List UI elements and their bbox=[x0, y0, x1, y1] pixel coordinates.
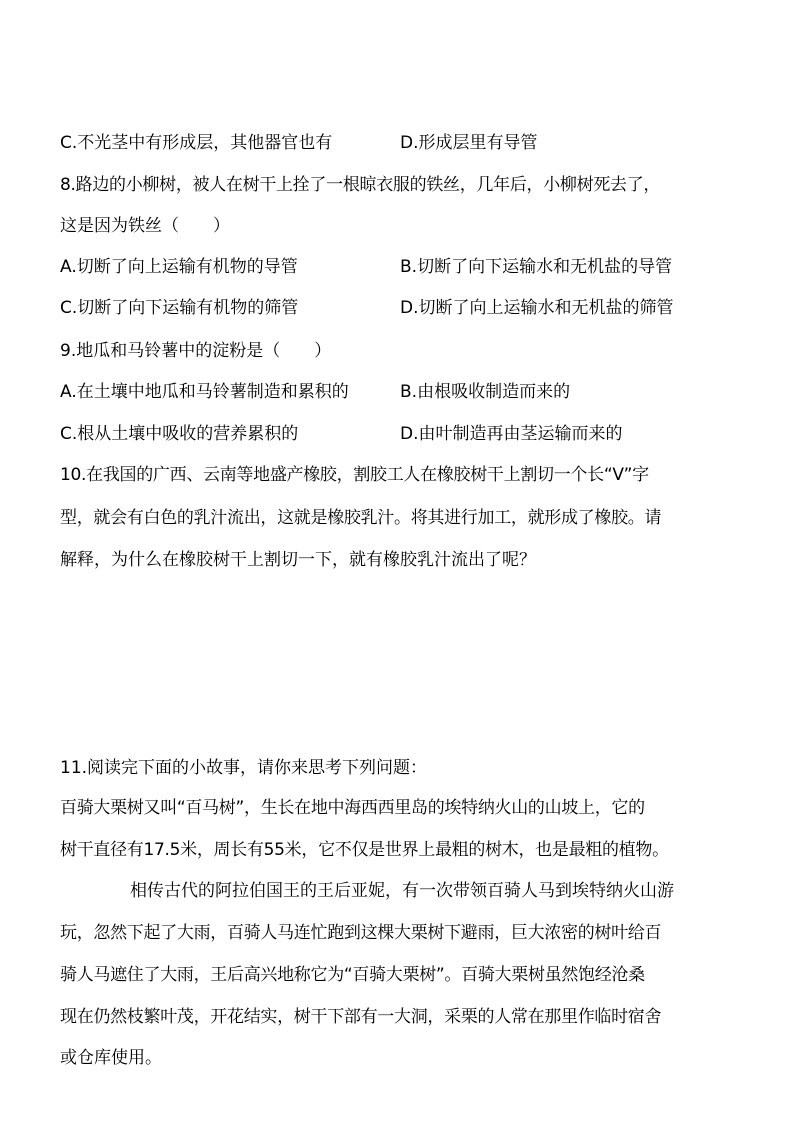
q10-line3: 解释，为什么在橡胶树干上割切一下，就有橡胶乳汁流出了呢？ bbox=[60, 550, 536, 570]
q10-line1: 10.在我国的广西、云南等地盛产橡胶，割胶工人在橡胶树干上割切一个长“V”字 bbox=[60, 465, 649, 485]
q10-line2: 型，就会有白色的乳汁流出，这就是橡胶乳汁。将其进行加工，就形成了橡胶。请 bbox=[60, 508, 662, 528]
q7-option-d: D.形成层里有导管 bbox=[400, 133, 538, 153]
q9-option-b: B.由根吸收制造而来的 bbox=[400, 382, 571, 402]
q11-paragraph1-line2: 树干直径有17.5米，周长有55米，它不仅是世界上最粗的树木，也是最粗的植物。 bbox=[60, 840, 669, 860]
q11-paragraph2-line5: 或仓库使用。 bbox=[60, 1048, 162, 1068]
q8-stem-line1: 8.路边的小柳树，被人在树干上拴了一根晾衣服的铁丝，几年后，小柳树死去了， bbox=[60, 175, 661, 195]
q9-stem: 9.地瓜和马铃薯中的淀粉是（ ） bbox=[60, 341, 332, 361]
q8-stem-line2: 这是因为铁丝（ ） bbox=[60, 216, 230, 236]
q11-paragraph1-line1: 百骑大栗树又叫“百马树”，生长在地中海西西里岛的埃特纳火山的山坡上，它的 bbox=[60, 798, 645, 818]
q9-option-d: D.由叶制造再由茎运输而来的 bbox=[400, 424, 623, 444]
q11-paragraph2-line2: 玩，忽然下起了大雨，百骑人马连忙跑到这棵大栗树下避雨，巨大浓密的树叶给百 bbox=[60, 923, 662, 943]
q8-option-d: D.切断了向上运输水和无机盐的筛管 bbox=[400, 298, 674, 318]
q9-option-c: C.根从土壤中吸收的营养累积的 bbox=[60, 424, 299, 444]
q8-option-c: C.切断了向下运输有机物的筛管 bbox=[60, 298, 299, 318]
q9-option-a: A.在土壤中地瓜和马铃薯制造和累积的 bbox=[60, 382, 349, 402]
q8-option-b: B.切断了向下运输水和无机盐的导管 bbox=[400, 257, 673, 277]
q11-paragraph2-line1: 相传古代的阿拉伯国王的王后亚妮，有一次带领百骑人马到埃特纳火山游 bbox=[130, 881, 674, 901]
q8-option-a: A.切断了向上运输有机物的导管 bbox=[60, 257, 298, 277]
q11-paragraph2-line3: 骑人马遮住了大雨，王后高兴地称它为“百骑大栗树”。百骑大栗树虽然饱经沧桑 bbox=[60, 965, 645, 985]
q11-stem: 11.阅读完下面的小故事，请你来思考下列问题： bbox=[60, 758, 428, 778]
q7-option-c: C.不光茎中有形成层，其他器官也有 bbox=[60, 133, 333, 153]
q11-paragraph2-line4: 现在仍然枝繁叶茂，开花结实，树干下部有一大洞，采栗的人常在那里作临时宿舍 bbox=[60, 1007, 662, 1027]
